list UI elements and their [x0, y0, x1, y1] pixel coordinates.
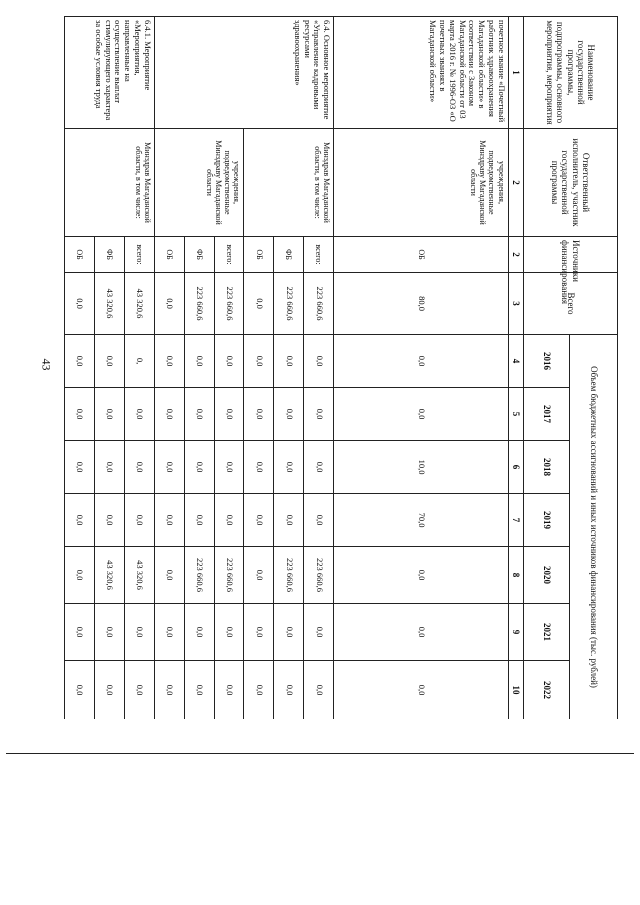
cell-value: 0,0	[304, 388, 334, 441]
cell-value: 0,0	[304, 335, 334, 388]
column-number: 2	[508, 237, 523, 273]
header-year: 2017	[524, 388, 570, 441]
cell-value: 0,0	[65, 547, 95, 604]
row-executor: учреждения, подведомственные Минздраву Магаданской области	[154, 129, 244, 237]
cell-total: 43 320,6	[124, 273, 154, 335]
cell-value: 0,0	[244, 441, 274, 494]
cell-total: 0,0	[244, 273, 274, 335]
column-number: 9	[508, 604, 523, 661]
cell-value: 0,0	[214, 441, 244, 494]
cell-value: 223 660,6	[184, 547, 214, 604]
cell-value: 0,0	[94, 604, 124, 661]
cell-value: 0,0	[124, 388, 154, 441]
header-year: 2020	[524, 547, 570, 604]
cell-total: 0,0	[65, 273, 95, 335]
cell-total: 223 660,6	[184, 273, 214, 335]
column-number: 4	[508, 335, 523, 388]
cell-value: 0,0	[274, 388, 304, 441]
cell-total: 223 660,6	[274, 273, 304, 335]
cell-value: 0,0	[184, 604, 214, 661]
row-source: ОБ	[154, 237, 184, 273]
column-number: 8	[508, 547, 523, 604]
cell-value: 0,0	[124, 661, 154, 720]
cell-value: 0,0	[65, 604, 95, 661]
row-source: ФБ	[94, 237, 124, 273]
cell-value: 0,0	[334, 547, 508, 604]
cell-value: 0,0	[94, 661, 124, 720]
row-executor: учреждения, подведомственные Минздраву Магаданской области	[334, 129, 508, 237]
header-name: Наименование государственной программы, подпрограммы, основного мероприятия, мероприятия	[524, 17, 618, 129]
cell-value: 0,0	[154, 547, 184, 604]
row-source: ФБ	[184, 237, 214, 273]
cell-value: 0,0	[65, 661, 95, 720]
cell-total: 0,0	[154, 273, 184, 335]
cell-value: 0,0	[94, 494, 124, 547]
cell-value: 0,0	[154, 388, 184, 441]
column-number: 7	[508, 494, 523, 547]
row-name: 6.4. Основное мероприятие «Управление кадровыми ресурсами здравоохранения»	[154, 17, 333, 129]
cell-value: 43 320,6	[124, 547, 154, 604]
cell-value: 0,0	[244, 335, 274, 388]
header-year: 2022	[524, 661, 570, 720]
row-executor: Минздрав Магаданской области, в том числе:	[65, 129, 155, 237]
cell-value: 0,0	[334, 388, 508, 441]
row-name: почетное звание «Почетный работник здравоохранения Магаданской области» в соответствии с Законом Магаданской области от 03 марта 2016 г. № 1996-ОЗ «О почетных званиях в Магаданской области»	[334, 17, 508, 129]
cell-value: 223 660,6	[214, 547, 244, 604]
cell-total: 80,0	[334, 273, 508, 335]
header-total: Всего	[524, 273, 618, 335]
row-source: ФБ	[274, 237, 304, 273]
cell-total: 223 660,6	[214, 273, 244, 335]
header-year: 2018	[524, 441, 570, 494]
column-number: 2	[508, 129, 523, 237]
cell-value: 70,0	[334, 494, 508, 547]
cell-value: 0,0	[94, 388, 124, 441]
cell-value: 223 660,6	[304, 547, 334, 604]
header-source: Источники финансирования	[524, 237, 618, 273]
cell-value: 0,0	[184, 388, 214, 441]
cell-value: 0,0	[244, 494, 274, 547]
page-number: 43	[39, 358, 54, 371]
column-number: 1	[508, 17, 523, 129]
cell-value: 0,0	[274, 441, 304, 494]
cell-value: 0,0	[65, 335, 95, 388]
cell-value: 0,0	[334, 604, 508, 661]
cell-value: 0,0	[214, 335, 244, 388]
header-volume: Объем бюджетных ассигнований и иных источников финансирования (тыс. рублей)	[570, 335, 618, 720]
cell-value: 0,0	[304, 604, 334, 661]
financing-table	[64, 16, 618, 719]
cell-value: 0,0	[214, 661, 244, 720]
cell-value: 0,0	[154, 494, 184, 547]
cell-value: 0,0	[184, 494, 214, 547]
cell-value: 0,	[124, 335, 154, 388]
cell-value: 0,0	[274, 494, 304, 547]
cell-value: 0,0	[214, 604, 244, 661]
cell-value: 0,0	[334, 661, 508, 720]
rotated-table-container	[64, 16, 618, 719]
cell-value: 0,0	[94, 441, 124, 494]
header-year: 2016	[524, 335, 570, 388]
cell-total: 223 660,6	[304, 273, 334, 335]
column-number: 10	[508, 661, 523, 720]
cell-value: 0,0	[154, 604, 184, 661]
row-executor: Минздрав Магаданской области, в том числе:	[244, 129, 334, 237]
cell-value: 0,0	[65, 494, 95, 547]
cell-value: 10,0	[334, 441, 508, 494]
cell-value: 43 320,6	[94, 547, 124, 604]
cell-value: 0,0	[65, 441, 95, 494]
row-source: всего:	[304, 237, 334, 273]
row-source: ОБ	[65, 237, 95, 273]
header-executor: Ответственный исполнитель, участник государственной программы	[524, 129, 618, 237]
cell-value: 0,0	[274, 604, 304, 661]
cell-value: 0,0	[154, 441, 184, 494]
cell-value: 0,0	[214, 388, 244, 441]
row-source: всего:	[124, 237, 154, 273]
table-row	[334, 17, 508, 720]
cell-value: 0,0	[124, 441, 154, 494]
column-number: 5	[508, 388, 523, 441]
row-source: всего:	[214, 237, 244, 273]
cell-value: 0,0	[65, 388, 95, 441]
page-divider-line	[6, 753, 634, 754]
cell-value: 0,0	[274, 661, 304, 720]
cell-value: 0,0	[124, 494, 154, 547]
cell-total: 43 320,6	[94, 273, 124, 335]
table-row	[124, 17, 154, 720]
cell-value: 0,0	[184, 335, 214, 388]
column-number: 6	[508, 441, 523, 494]
cell-value: 0,0	[244, 661, 274, 720]
cell-value: 0,0	[304, 494, 334, 547]
cell-value: 0,0	[304, 441, 334, 494]
row-source: ОБ	[334, 237, 508, 273]
cell-value: 0,0	[184, 661, 214, 720]
header-year: 2019	[524, 494, 570, 547]
cell-value: 0,0	[154, 335, 184, 388]
cell-value: 0,0	[244, 388, 274, 441]
cell-value: 0,0	[214, 494, 244, 547]
cell-value: 0,0	[184, 441, 214, 494]
row-name: 6.4.1. Мероприятие «Мероприятия, направленные на осуществление выплат стимулирующего характера за особые условия труда	[65, 17, 155, 129]
table-row	[304, 17, 334, 720]
rotated-sheet	[64, 16, 618, 719]
cell-value: 223 660,6	[274, 547, 304, 604]
column-number: 3	[508, 273, 523, 335]
row-source: ОБ	[244, 237, 274, 273]
cell-value: 0,0	[304, 661, 334, 720]
cell-value: 0,0	[334, 335, 508, 388]
cell-value: 0,0	[154, 661, 184, 720]
cell-value: 0,0	[244, 604, 274, 661]
cell-value: 0,0	[124, 604, 154, 661]
cell-value: 0,0	[274, 335, 304, 388]
cell-value: 0,0	[244, 547, 274, 604]
header-year: 2021	[524, 604, 570, 661]
cell-value: 0,0	[94, 335, 124, 388]
